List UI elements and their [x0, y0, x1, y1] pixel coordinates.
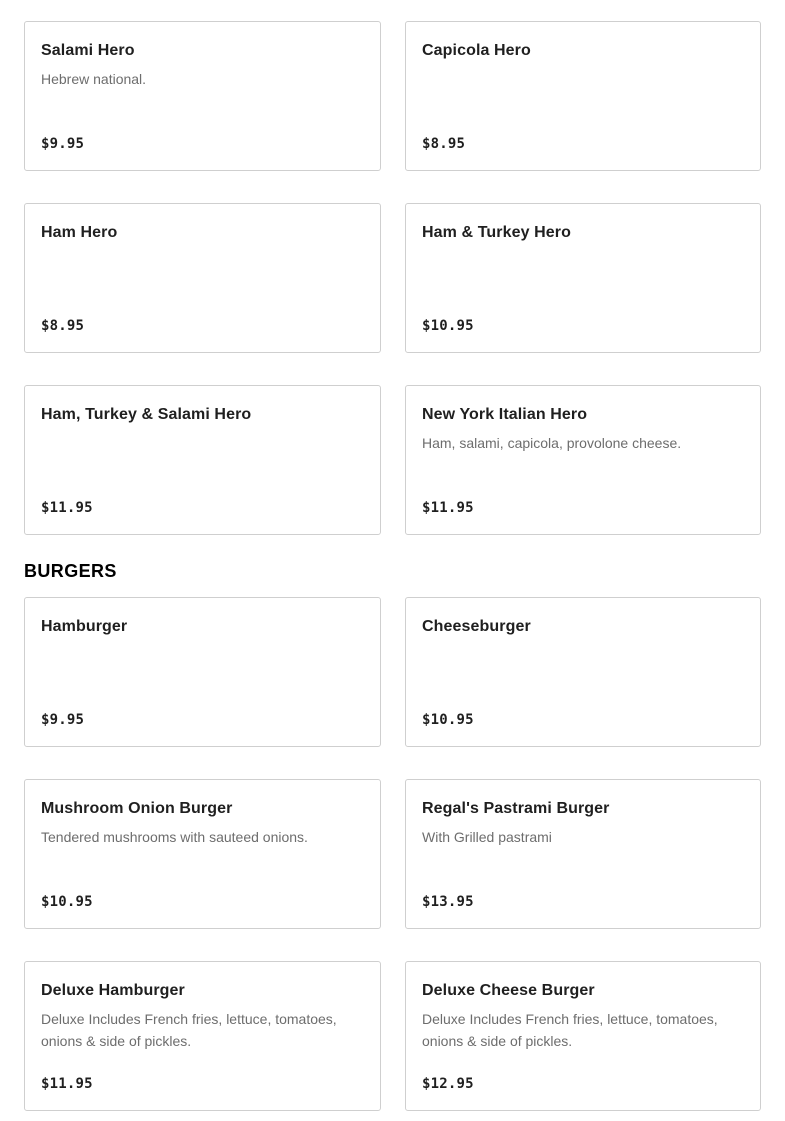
section-title-burgers: BURGERS — [24, 561, 117, 581]
menu-item-price: $10.95 — [422, 712, 474, 728]
menu-item-card[interactable] — [24, 961, 381, 1111]
menu-item-description: Deluxe Includes French fries, lettuce, tomatoes, onions & side of pickles. — [422, 1011, 718, 1049]
menu-item-name: Mushroom Onion Burger — [41, 800, 233, 817]
menu-item-card[interactable] — [24, 597, 381, 747]
menu-item-card[interactable] — [24, 779, 381, 929]
menu-item-card[interactable] — [405, 961, 761, 1111]
menu-item-name: Regal's Pastrami Burger — [422, 800, 610, 817]
menu-item-description: Deluxe Includes French fries, lettuce, tomatoes, onions & side of pickles. — [41, 1011, 337, 1049]
menu-item-card[interactable] — [24, 203, 381, 353]
menu-item-price: $9.95 — [41, 712, 85, 728]
menu-item-price: $8.95 — [41, 318, 85, 334]
menu-item-price: $11.95 — [41, 1076, 93, 1092]
menu-item-name: Capicola Hero — [422, 42, 531, 59]
menu-item-name: Ham & Turkey Hero — [422, 224, 572, 241]
menu-item-card[interactable] — [405, 21, 761, 171]
menu-item-card[interactable] — [405, 597, 761, 747]
burgers-grid — [24, 597, 761, 1111]
menu-item-name: Salami Hero — [41, 42, 135, 59]
menu-page — [24, 21, 761, 1111]
menu-item-price: $12.95 — [422, 1076, 474, 1092]
menu-item-name: Deluxe Cheese Burger — [422, 982, 595, 999]
menu-item-card[interactable] — [405, 203, 761, 353]
menu-item-card[interactable] — [405, 779, 761, 929]
menu-item-price: $10.95 — [41, 894, 93, 910]
menu-item-price: $11.95 — [41, 500, 93, 516]
menu-item-price: $10.95 — [422, 318, 474, 334]
menu-item-description: Tendered mushrooms with sauteed onions. — [41, 829, 308, 845]
menu-item-price: $11.95 — [422, 500, 474, 516]
menu-item-card[interactable] — [405, 385, 761, 535]
menu-item-price: $9.95 — [41, 136, 85, 152]
menu-item-price: $13.95 — [422, 894, 474, 910]
menu-item-name: New York Italian Hero — [422, 406, 588, 423]
menu-item-description: Hebrew national. — [41, 71, 147, 87]
menu-item-description: With Grilled pastrami — [422, 829, 552, 845]
menu-item-price: $8.95 — [422, 136, 466, 152]
menu-item-card[interactable] — [24, 385, 381, 535]
menu-item-description: Ham, salami, capicola, provolone cheese. — [422, 435, 682, 451]
menu-item-name: Ham, Turkey & Salami Hero — [41, 406, 252, 423]
menu-item-name: Deluxe Hamburger — [41, 982, 185, 999]
heroes-grid — [24, 21, 761, 535]
menu-item-name: Ham Hero — [41, 224, 118, 241]
menu-item-name: Cheeseburger — [422, 618, 531, 635]
menu-item-name: Hamburger — [41, 618, 128, 635]
menu-item-card[interactable] — [24, 21, 381, 171]
